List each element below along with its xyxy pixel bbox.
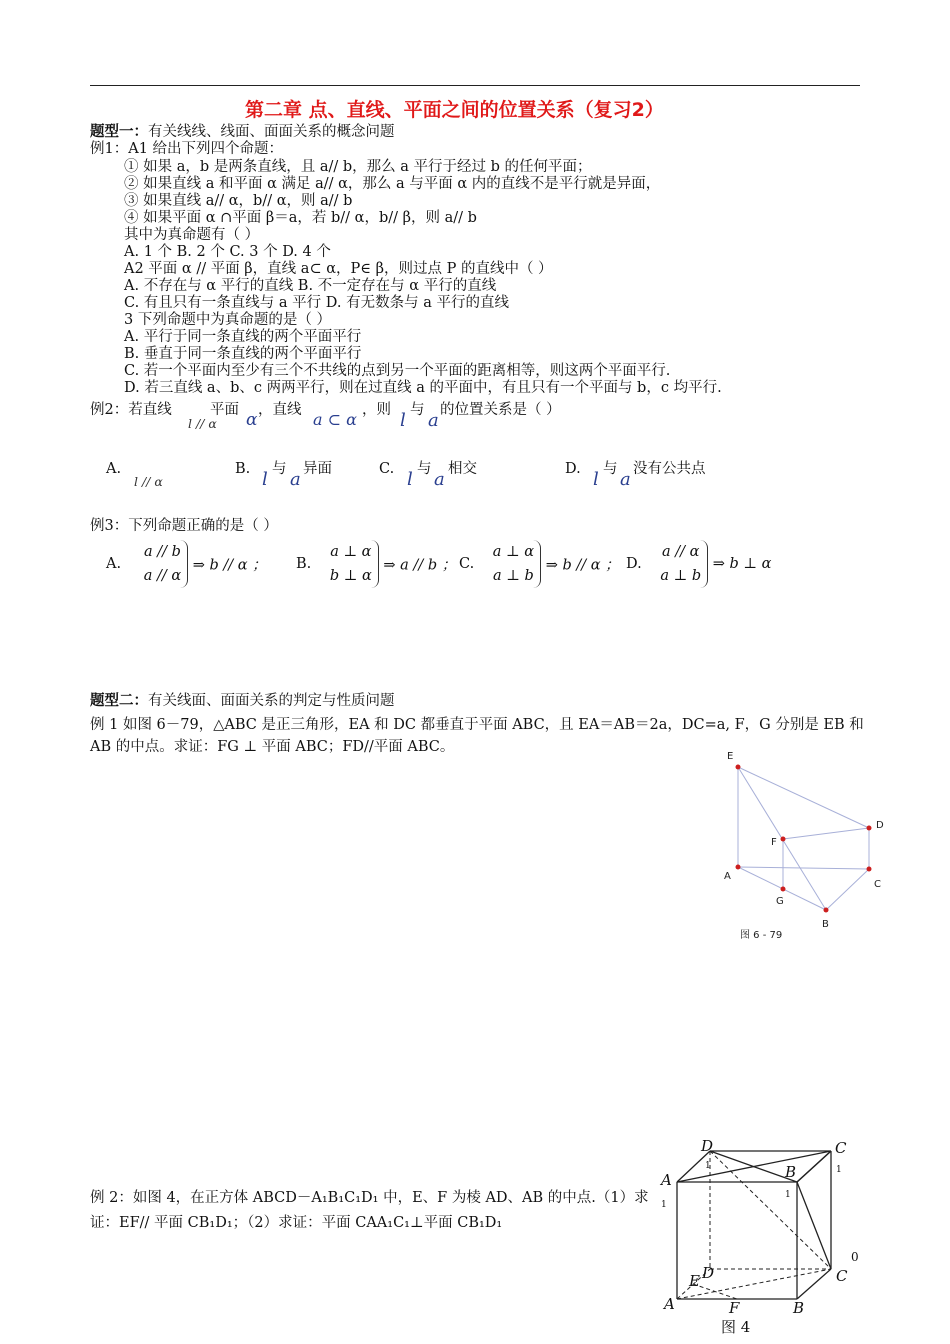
option-brace <box>140 540 188 588</box>
figure-4-caption: 图 4 <box>721 1318 751 1336</box>
example1-item: A2 平面 α // 平面 β，直线 a⊂ α，P∈ β，则过点 P 的直线中（ ） <box>124 261 553 277</box>
brace-top: a // α <box>662 544 700 560</box>
cube-hidden-edges <box>677 1151 831 1299</box>
subscript-b1: 1 <box>785 1190 791 1200</box>
label-f: F <box>771 837 777 848</box>
page-title: 第二章 点、直线、平面之间的位置关系（复习2） <box>245 99 664 121</box>
label-d: D <box>702 1264 715 1282</box>
example2-then-word: ，则 <box>362 402 391 418</box>
math-a: a <box>434 469 445 490</box>
example1-item: 3 下列命题中为真命题的是（ ） <box>124 312 331 328</box>
math-a-subset-alpha: a ⊂ α <box>313 410 357 429</box>
label-b: B <box>793 1299 805 1317</box>
option-brace <box>656 540 708 588</box>
example1-item: C. 若一个平面内至少有三个不共线的点到另一个平面的距离相等，则这两个平面平行. <box>124 363 671 379</box>
example2-option-c-text: 相交 <box>448 461 477 477</box>
brace-top: a // b <box>143 544 181 560</box>
label-g: G <box>776 896 784 907</box>
example1-intro: 例1：A1 给出下列四个命题： <box>90 141 284 157</box>
section2-example2-line1: 例 2：如图 4，在正方体 ABCD－A₁B₁C₁D₁ 中，E、F 为棱 AD、AB 的中点.（1）求 <box>90 1190 649 1206</box>
example2-option-b-text: 异面 <box>303 461 332 477</box>
example2-option-b-label: B. <box>235 461 251 477</box>
brace-bottom: a ⊥ b <box>660 568 702 584</box>
figure-4-cube <box>655 1135 870 1340</box>
section2-heading <box>90 692 395 710</box>
option-brace <box>326 540 379 588</box>
math-a: a <box>290 469 301 490</box>
label-e: E <box>689 1272 700 1290</box>
example1-item: ② 如果直线 a 和平面 α 满足 a// α，那么 a 与平面 α 内的直线不是平行就是异面， <box>124 176 661 192</box>
example1-item: D. 若三直线 a、b、c 两两平行，则在过直线 a 的平面中，有且只有一个平面与 b，c 均平行. <box>124 380 722 396</box>
example1-item: ① 如果 a，b 是两条直线，且 a// b，那么 a 平行于经过 b 的任何平面； <box>124 159 592 175</box>
figure-6-79-caption: 图 6 - 79 <box>740 930 783 941</box>
figure-6-79-edges <box>738 767 869 910</box>
example2-intro: 例2：若直线 <box>90 402 172 418</box>
label-c1: C <box>835 1139 847 1157</box>
section1-heading-label: 题型一： <box>90 123 148 140</box>
example2-with-word: 与 <box>272 461 287 477</box>
label-c: C <box>836 1267 848 1285</box>
example3-intro: 例3：下列命题正确的是（ ） <box>90 518 278 534</box>
option-label: A. <box>106 556 122 572</box>
subscript-d1: 1 <box>705 1161 711 1171</box>
example2-line-word: ，直线 <box>258 402 302 418</box>
section1-heading-text: 有关线线、线面、面面关系的概念问题 <box>148 124 395 140</box>
brace-bottom: b ⊥ α <box>329 568 372 584</box>
option-label: B. <box>296 556 312 572</box>
example2-option-a-label: A. <box>106 461 122 477</box>
option-brace <box>489 540 541 588</box>
option-label: D. <box>626 556 642 572</box>
example1-item: ④ 如果平面 α ∩平面 β＝a，若 b// α，b// β，则 a// b <box>124 210 477 226</box>
math-l: l <box>400 410 406 431</box>
math-l-parallel-alpha: l // α <box>134 474 163 489</box>
option-result: ⇒ b // α ； <box>192 557 267 574</box>
example1-item: A. 1 个 B. 2 个 C. 3 个 D. 4 个 <box>124 244 331 260</box>
figure-6-79-points <box>736 765 872 913</box>
example2-with-word: 与 <box>410 402 425 418</box>
example1-item: C. 有且只有一条直线与 a 平行 D. 有无数条与 a 平行的直线 <box>124 295 509 311</box>
math-l-parallel-alpha: l // α <box>188 416 217 431</box>
label-zero: 0 <box>851 1250 859 1264</box>
label-e: E <box>727 751 734 762</box>
option-result: ⇒ b // α ； <box>545 557 620 574</box>
section1-heading <box>90 123 395 141</box>
label-b: B <box>822 919 829 930</box>
cube-edges <box>677 1151 831 1299</box>
example1-item: 其中为真命题有（ ） <box>124 227 260 243</box>
brace-bottom: a // α <box>143 568 182 584</box>
example2-option-d-text: 没有公共点 <box>633 461 706 477</box>
math-alpha: α <box>246 410 258 430</box>
example1-item: A. 平行于同一条直线的两个平面平行 <box>124 329 362 345</box>
option-result: ⇒ a // b ； <box>383 557 457 574</box>
example3-option-d <box>626 540 771 588</box>
math-l: l <box>593 469 599 490</box>
figure-6-79 <box>718 745 898 945</box>
subscript-c1: 1 <box>836 1165 842 1175</box>
section2-example2-line2: 证：EF// 平面 CB₁D₁；（2）求证：平面 CAA₁C₁⊥平面 CB₁D₁ <box>90 1215 503 1231</box>
section2-heading-text: 有关线面、面面关系的判定与性质问题 <box>148 693 395 709</box>
example3-option-c <box>459 540 620 588</box>
label-a1: A <box>661 1171 672 1189</box>
example1-item: ③ 如果直线 a// α，b// α，则 a// b <box>124 193 353 209</box>
math-l: l <box>407 469 413 490</box>
example2-with-word: 与 <box>603 461 618 477</box>
example1-item: B. 垂直于同一条直线的两个平面平行 <box>124 346 362 362</box>
math-a: a <box>620 469 631 490</box>
label-d: D <box>876 820 884 831</box>
example2-relation-text: 的位置关系是（ ） <box>440 402 561 418</box>
example2-with-word: 与 <box>417 461 432 477</box>
label-f: F <box>729 1299 740 1317</box>
math-a: a <box>428 410 439 431</box>
option-result: ⇒ b ⊥ α <box>712 556 772 572</box>
example3-option-b <box>296 540 456 588</box>
math-l: l <box>262 469 268 490</box>
label-a: A <box>724 871 731 882</box>
brace-top: a ⊥ α <box>492 544 535 560</box>
label-b1: B <box>785 1163 797 1181</box>
top-rule <box>90 85 860 86</box>
brace-bottom: a ⊥ b <box>493 568 534 584</box>
brace-top: a ⊥ α <box>330 544 372 560</box>
example1-item: A. 不存在与 α 平行的直线 B. 不一定存在与 α 平行的直线 <box>124 278 497 294</box>
example2-option-d-label: D. <box>565 461 581 477</box>
label-c: C <box>874 879 881 890</box>
section2-example1-line1: 例 1 如图 6－79，△ABC 是正三角形，EA 和 DC 都垂直于平面 ABC，且 EA＝AB＝2a，DC=a, F，G 分别是 EB 和 <box>90 717 864 733</box>
example3-option-a <box>106 540 267 588</box>
subscript-a1: 1 <box>661 1200 667 1210</box>
label-d1: D <box>701 1137 714 1155</box>
example2-option-c-label: C. <box>379 461 395 477</box>
example2-plane-word: 平面 <box>210 402 239 418</box>
option-label: C. <box>459 556 475 572</box>
label-a: A <box>664 1295 675 1313</box>
section2-heading-label: 题型二： <box>90 692 148 709</box>
section2-example1-line2: AB 的中点。求证：FG ⊥ 平面 ABC；FD//平面 ABC。 <box>90 739 455 755</box>
